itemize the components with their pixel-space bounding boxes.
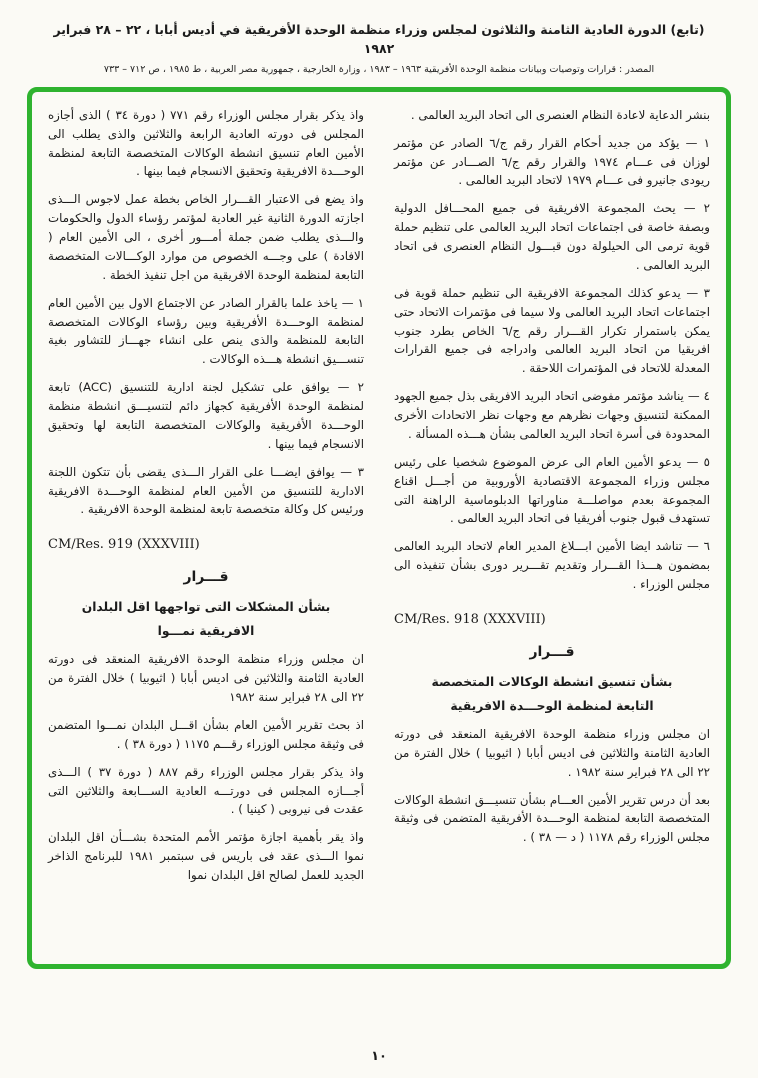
column-right <box>394 106 710 954</box>
resolution-title: قـــرار <box>529 643 575 660</box>
numbered-clause-1: ١ — يؤكد من جديد أحكام القرار رقم ج/٦ الصادر عن مؤتمر لوزان فى عـــام ١٩٧٤ والقرار رقم ج/٦ الصـــادر عن مؤتمر ريودى جانيرو فى عـــام ١٩٧٩ لاتحاد البريد العالمى . <box>394 135 711 188</box>
resolution-subtitle-line1: بشأن المشكلات التى تواجهها اقل البلدان <box>81 600 331 615</box>
preamble-clause: اذ بحث تقرير الأمين العام بشأن اقـــل البلدان نمـــوا المتضمن فى وثيقة مجلس الوزراء رقـــم ١١٧٥ ( دورة ٣٨ ) . <box>48 717 364 751</box>
header-source-line: المصدر : قرارات وتوصيات وبيانات منظمة الوحدة الأفريقية ١٩٦٣ – ١٩٨٣ ، وزارة الخارجية ، جمهورية مصر العربية ، ط ١٩٨٥ ، ص ٧١٢ – ٧٣٣ <box>103 63 655 75</box>
resolution-subtitle-line2: التابعة لمنظمة الوحـــدة الافريقية <box>450 698 654 713</box>
numbered-clause-5: ٥ — يدعو الأمين العام الى عرض الموضوع شخصيا على رئيس مجلس وزراء المجموعة الاقتصادية الأوروبية من أجـــل اقناع المجموعة بعدم مواصلـــة مناوراتها الدبلوماسية الراهنة التى تستهدف قبول جنوب أفريقيا فى اتحاد البريد العالمى . <box>394 454 710 526</box>
resolution-ref-919: CM/Res. 919 (XXXVIII) <box>48 537 200 553</box>
numbered-clause-2: ٢ — يوافق على تشكيل لجنة ادارية للتنسيق (ACC) تابعة لمنظمة الوحدة الأفريقية كجهاز دائم لتنسيـــق انشطة منظمة الوحـــدة الأفريقية والوكالات المتخصصة التابعة لها وتحقيق الانسجام فيما بينها . <box>48 380 365 451</box>
paragraph: بعد أن درس تقرير الأمين العـــام بشأن تنسيـــق انشطة الوكالات المتخصصة التابعة لمنظمة الوحـــدة الأفريقية المتضمن فى وثيقة مجلس الوزراء رقم ١١٧٨ ( د — ٣٨ ) . <box>394 792 710 845</box>
two-column-layout <box>48 106 710 954</box>
preamble-clause: واذ يضع فى الاعتبار القـــرار الخاص بخطة عمل لاجوس الـــذى اجازته الدورة الثانية غير العادية لمؤتمر رؤساء الدول والحكومات والـــذى يطلب ضمن جملة أمـــور أخرى ، الى الأمين العام ( الافادة ) على وجـــه الخصوص من موارد الوكـــالات المتخصصة التابعة لمنظمة الوحدة الافريقية من اجل تنفيذ الخطة . <box>48 192 364 282</box>
paragraph: ان مجلس وزراء منظمة الوحدة الافريقية المنعقد فى دورته العادية الثامنة والثلاثين فى اديس أبابا ( اثيوبيا ) خلال الفترة من ٢٢ الى ٢٨ فبراير سنة ١٩٨٢ <box>48 652 364 705</box>
page-header <box>0 0 758 75</box>
preamble-clause: واذ يذكر بقرار مجلس الوزراء رقم ٨٨٧ ( دورة ٣٧ ) الـــذى أجـــازه المجلس فى دورتـــه العادية الســـابعة والثلاثين التى عقدت فى نيروبى ( كينيا ) . <box>48 764 364 817</box>
numbered-clause-3: ٣ — يوافق ايضـــا على القرار الـــذى يقضى بأن تتكون اللجنة الادارية للتنسيق من الأمين العام لمنظمة الوحـــدة الافريقية ورئيس كل وكالة متخصصة تابعة لمنظمة الوحدة الافريقية . <box>48 464 364 517</box>
header-title: (تابع) الدورة العادية الثامنة والثلاثون لمجلس وزراء منظمة الوحدة الأفريقية في أديس أبابا ، ٢٢ – ٢٨ فبراير ١٩٨٢ <box>53 22 705 57</box>
preamble-clause: واذ يقر بأهمية اجازة مؤتمر الأمم المتحدة بشـــأن اقل البلدان نموا الـــذى عقد فى باريس فى سبتمبر ١٩٨١ للبرنامج الذاخر الجديد للعمل لصالح اقل البلدان نموا <box>48 830 365 883</box>
resolution-ref-918: CM/Res. 918 (XXXVIII) <box>394 611 546 627</box>
content-border-box <box>27 87 731 969</box>
numbered-clause-4: ٤ — يناشد مؤتمر مفوضى اتحاد البريد الافريقى بذل جميع الجهود الممكنة لتنسيق وجهات نظرهم مع وجهات نظر الاتحادات الأخرى المحدودة فى أسرة اتحاد البريد العالمى بشأن هـــذه المسألة . <box>394 389 710 441</box>
paragraph: بنشر الدعاية لاعادة النظام العنصرى الى اتحاد البريد العالمى . <box>410 107 710 122</box>
resolution-subtitle-group <box>394 673 710 715</box>
preamble-clause: واذ يذكر بقرار مجلس الوزراء رقم ٧٧١ ( دورة ٣٤ ) الذى أجازه المجلس فى دورته العادية الرابعة والثلاثين والذى يطلب الى الأمين العام تنسيق انشطة الوكالات المتخصصة التابعة لمنظمة الوحـــدة الافريقية وتحقيق الانسجام فيما بينها . <box>48 107 364 179</box>
resolution-subtitle-line2: الافريقية نمـــوا <box>157 623 255 638</box>
numbered-clause-6: ٦ — تناشد ايضا الأمين ابـــلاغ المدير العام لاتحاد البريد العالمى بمضمون هـــذا القـــرار وتقديم تقـــرير دورى بشأن تنفيذه الى مجلس الوزراء . <box>394 539 710 591</box>
numbered-clause-1: ١ — ياخذ علما بالقرار الصادر عن الاجتماع الاول بين الأمين العام لمنظمة الوحـــدة الأفريقية وبين رؤساء الوكالات المتخصصة التابعة للمنظمة والذى ينص على انشاء جهـــاز للتشاور بغية تنســـيق انشطة هـــذه الوكالات . <box>48 295 364 367</box>
column-left <box>48 106 364 954</box>
page-footer <box>0 1045 758 1064</box>
resolution-subtitle-line1: بشأن تنسيق انشطة الوكالات المتخصصة <box>431 675 673 690</box>
resolution-subtitle-group <box>48 598 364 640</box>
paragraph: ان مجلس وزراء منظمة الوحدة الافريقية المنعقد فى دورته العادية الثامنة والثلاثين فى اديس أبابا ( اثيوبيا ) خلال الفترة من ٢٢ الى ٢٨ فبراير سنة ١٩٨٢ . <box>394 726 710 779</box>
resolution-title: قـــرار <box>183 569 229 586</box>
numbered-clause-3: ٣ — يدعو كذلك المجموعة الافريقية الى تنظيم حملة قوية فى اجتماعات اتحاد البريد العالمى ولا سيما فى مؤتمرات الاتحاد حتى يمكن باستمرار تكرار القـــرار رقم ج/٦ الخاص بطرد جنوب افريقيا من اتحاد البريد العالمى وادراجه فى جميع القرارات المعدلة للاتحاد فى المؤتمرات اللاحقة . <box>394 285 710 376</box>
page-number: ١٠ <box>371 1049 387 1064</box>
numbered-clause-2: ٢ — يحث المجموعة الافريقية فى جميع المحـــافل الدولية وبصفة خاصة فى اجتماعات اتحاد البريد العالمى على تنظيم حملة قوية ترمى الى الحيلولة دون قبـــول النظام العنصرى فى اتحاد البريد العالمى . <box>394 201 710 272</box>
